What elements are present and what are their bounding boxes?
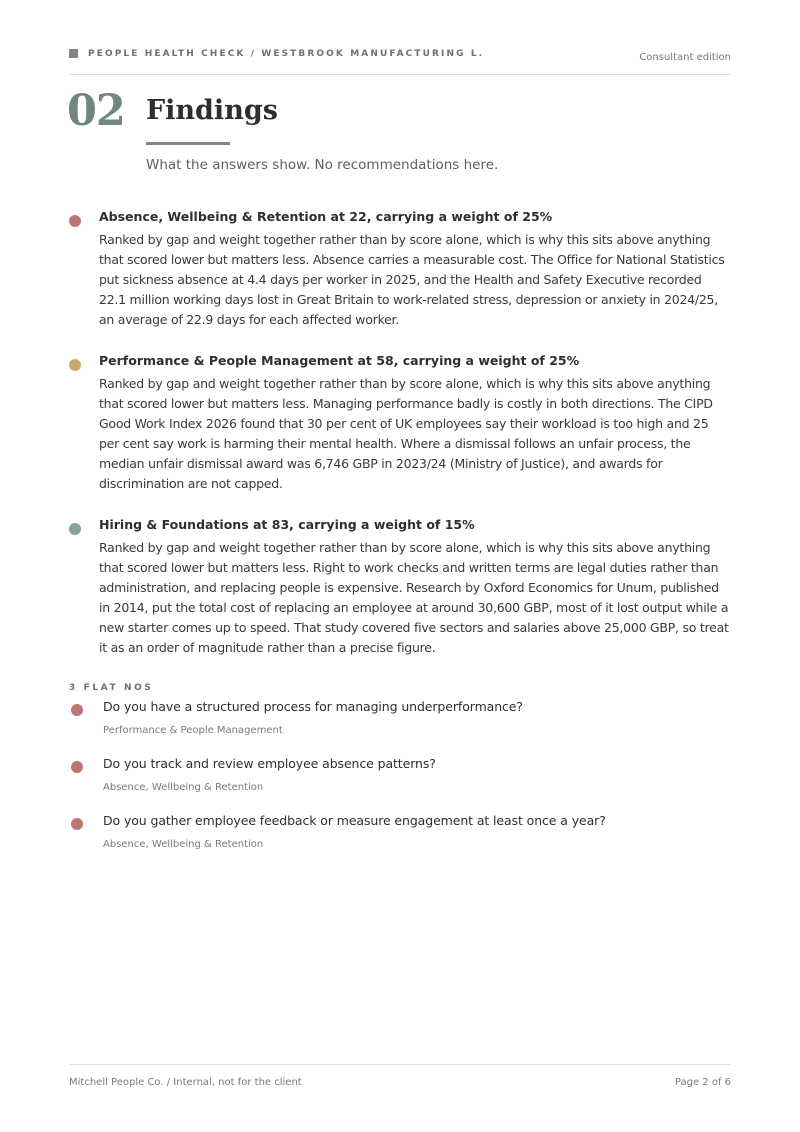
header-title: PEOPLE HEALTH CHECK / WESTBROOK MANUFACTURING L. [88,49,485,59]
status-dot-amber-icon [69,359,81,371]
header-square-icon [69,49,78,58]
finding-title: Absence, Wellbeing & Retention at 22, carrying a weight of 25% [99,209,553,224]
finding-body: Ranked by gap and weight together rather than by score alone, which is why this sits above anything that scored lower but matters less. Absence carries a measurable cost. The Office for National Statistics put sickness absence at 4.4 days per worker in 2025, and the Health and Safety Executive recorded 22.1 million working days lost in Great Britain to work-related stress, depression or anxiety in 2024/25, an average of 22.9 days for each affected worker. [99,232,725,328]
status-dot-red-icon [71,704,83,716]
flat-no-question: Do you have a structured process for managing underperformance? [103,699,523,714]
title-underline [146,142,230,145]
status-dot-red-icon [69,215,81,227]
footer-firm-note: Mitchell People Co. / Internal, not for the client [69,1077,302,1088]
status-dot-green-icon [69,523,81,535]
flat-no-item [69,699,731,749]
flat-no-category: Absence, Wellbeing & Retention [103,782,264,793]
status-dot-red-icon [71,761,83,773]
section-subtitle: What the answers show. No recommendations here. [146,157,499,173]
finding-body: Ranked by gap and weight together rather than by score alone, which is why this sits above anything that scored lower but matters less. Right to work checks and written terms are legal duties rather than administration, and replacing people is expensive. Research by Oxford Economics for Unum, published in 2014, put the total cost of replacing an employee at around 30,600 GBP, most of it lost output while a new starter comes up to speed. That study covered five sectors and salaries above 25,000 GBP, so treat it as an order of magnitude rather than a precise figure. [99,540,729,656]
page-header [69,48,731,75]
flat-no-category: Performance & People Management [103,725,283,736]
finding-body: Ranked by gap and weight together rather than by score alone, which is why this sits above anything that scored lower but matters less. Managing performance badly is costly in both directions. The CIPD Good Work Index 2026 found that 30 per cent of UK employees say their workload is too high and 25 per cent say work is harming their mental health. Where a dismissal follows an unfair process, the median unfair dismissal award was 6,746 GBP in 2023/24 (Ministry of Justice), and awards for discrimination are not capped. [99,376,713,492]
section-number: 02 [67,86,125,136]
finding-title: Performance & People Management at 58, carrying a weight of 25% [99,353,580,368]
flat-no-question: Do you track and review employee absence patterns? [103,756,436,771]
page-number: Page 2 of 6 [674,1077,731,1088]
flat-no-item [69,756,731,806]
flat-no-category: Absence, Wellbeing & Retention [103,839,264,850]
status-dot-red-icon [71,818,83,830]
page-footer [69,1064,731,1088]
finding-title: Hiring & Foundations at 83, carrying a weight of 15% [99,517,475,532]
edition-label: Consultant edition [639,52,731,63]
flat-no-item [69,813,731,863]
section-title: Findings [146,95,278,126]
flat-no-question: Do you gather employee feedback or measure engagement at least once a year? [103,813,606,828]
flat-nos-label: 3 FLAT NOS [69,683,154,693]
